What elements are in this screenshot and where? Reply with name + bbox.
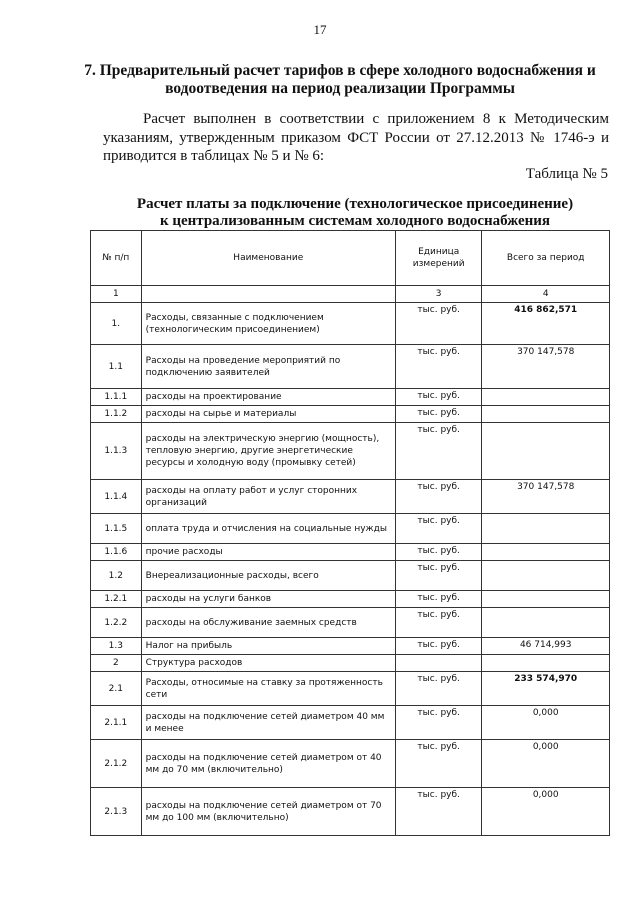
row-unit-cell: тыс. руб. <box>395 544 482 561</box>
table-title <box>90 196 620 230</box>
row-number-cell: 1.2 <box>91 561 142 591</box>
row-number-cell: 1.1.3 <box>91 423 142 480</box>
row-name-cell: оплата труда и отчисления на социальные нужды <box>141 514 395 544</box>
row-number-cell: 1.2.2 <box>91 608 142 638</box>
row-unit-cell: тыс. руб. <box>395 740 482 788</box>
table-row <box>91 655 610 672</box>
table-title-line1: Расчет платы за подключение (технологическое присоединение) <box>136 196 574 212</box>
row-unit-cell: тыс. руб. <box>395 345 482 389</box>
row-number-cell: 2.1.1 <box>91 706 142 740</box>
row-name-cell: расходы на проектирование <box>141 389 395 406</box>
section-heading-line2: водоотведения на период реализации Программы <box>165 80 515 97</box>
row-number-cell: 1.2.1 <box>91 591 142 608</box>
row-total-cell <box>482 389 610 406</box>
row-total-cell: 46 714,993 <box>482 638 610 655</box>
row-unit-cell: тыс. руб. <box>395 672 482 706</box>
row-total-cell: 233 574,970 <box>482 672 610 706</box>
table-header-row <box>91 231 610 286</box>
row-name-cell: расходы на подключение сетей диаметром от 40 мм до 70 мм (включительно) <box>141 740 395 788</box>
table-row <box>91 544 610 561</box>
row-unit-cell: тыс. руб. <box>395 561 482 591</box>
row-total-cell: 370 147,578 <box>482 480 610 514</box>
table-row <box>91 591 610 608</box>
row-total-cell: 416 862,571 <box>482 303 610 345</box>
index-cell <box>141 286 395 303</box>
section-heading <box>60 62 620 98</box>
row-number-cell: 1.1.2 <box>91 406 142 423</box>
row-number-cell: 2 <box>91 655 142 672</box>
row-total-cell <box>482 655 610 672</box>
table-body <box>91 303 610 836</box>
header-total: Всего за период <box>482 231 610 286</box>
index-cell: 1 <box>91 286 142 303</box>
row-name-cell: Налог на прибыль <box>141 638 395 655</box>
row-number-cell: 1.1.1 <box>91 389 142 406</box>
table-row <box>91 608 610 638</box>
table-row <box>91 638 610 655</box>
row-total-cell <box>482 406 610 423</box>
row-unit-cell: тыс. руб. <box>395 638 482 655</box>
table-caption: Таблица № 5 <box>525 166 608 182</box>
row-name-cell: расходы на оплату работ и услуг сторонних организаций <box>141 480 395 514</box>
row-unit-cell: тыс. руб. <box>395 389 482 406</box>
row-number-cell: 2.1.2 <box>91 740 142 788</box>
row-number-cell: 2.1.3 <box>91 788 142 836</box>
row-name-cell: расходы на подключение сетей диаметром 40 мм и менее <box>141 706 395 740</box>
row-total-cell <box>482 561 610 591</box>
table-row <box>91 672 610 706</box>
table-row <box>91 345 610 389</box>
row-unit-cell: тыс. руб. <box>395 480 482 514</box>
row-name-cell: расходы на подключение сетей диаметром от 70 мм до 100 мм (включительно) <box>141 788 395 836</box>
table-row <box>91 406 610 423</box>
row-unit-cell: тыс. руб. <box>395 303 482 345</box>
row-total-cell <box>482 544 610 561</box>
header-unit: Единица измерений <box>395 231 482 286</box>
row-name-cell: расходы на электрическую энергию (мощность), тепловую энергию, другие энергетические ресурсы и холодную воду (промывку сетей) <box>141 423 395 480</box>
row-number-cell: 1.1 <box>91 345 142 389</box>
row-name-cell: прочие расходы <box>141 544 395 561</box>
table-row <box>91 740 610 788</box>
row-total-cell: 0,000 <box>482 788 610 836</box>
row-name-cell: расходы на обслуживание заемных средств <box>141 608 395 638</box>
table-row <box>91 389 610 406</box>
table-row <box>91 788 610 836</box>
table-index-row <box>91 286 610 303</box>
table-row <box>91 561 610 591</box>
row-unit-cell: тыс. руб. <box>395 514 482 544</box>
row-name-cell: Расходы на проведение мероприятий по подключению заявителей <box>141 345 395 389</box>
header-name: Наименование <box>141 231 395 286</box>
connection-fee-table <box>90 230 610 836</box>
row-name-cell: Расходы, относимые на ставку за протяженность сети <box>141 672 395 706</box>
table-row <box>91 480 610 514</box>
page-number: 17 <box>313 22 327 37</box>
row-total-cell <box>482 423 610 480</box>
row-name-cell: Структура расходов <box>141 655 395 672</box>
row-total-cell: 370 147,578 <box>482 345 610 389</box>
table-row <box>91 706 610 740</box>
index-cell: 4 <box>482 286 610 303</box>
row-unit-cell: тыс. руб. <box>395 406 482 423</box>
row-number-cell: 2.1 <box>91 672 142 706</box>
row-number-cell: 1.1.6 <box>91 544 142 561</box>
row-name-cell: Расходы, связанные с подключением (технологическим присоединением) <box>141 303 395 345</box>
header-number: № п/п <box>91 231 142 286</box>
row-total-cell: 0,000 <box>482 740 610 788</box>
row-name-cell: расходы на услуги банков <box>141 591 395 608</box>
row-name-cell: расходы на сырье и материалы <box>141 406 395 423</box>
row-unit-cell: тыс. руб. <box>395 788 482 836</box>
intro-paragraph: Расчет выполнен в соответствии с приложением 8 к Методическим указаниям, утвержденным приказом ФСТ России от 27.12.2013 № 1746-э и приводится в таблицах № 5 и № 6: <box>103 111 609 164</box>
row-unit-cell: тыс. руб. <box>395 608 482 638</box>
table-row <box>91 514 610 544</box>
index-cell: 3 <box>395 286 482 303</box>
row-unit-cell: тыс. руб. <box>395 706 482 740</box>
row-unit-cell: тыс. руб. <box>395 591 482 608</box>
row-total-cell: 0,000 <box>482 706 610 740</box>
row-number-cell: 1.1.5 <box>91 514 142 544</box>
row-number-cell: 1.1.4 <box>91 480 142 514</box>
row-unit-cell: тыс. руб. <box>395 423 482 480</box>
section-heading-line1: 7. Предварительный расчет тарифов в сфере холодного водоснабжения и <box>84 62 596 79</box>
row-number-cell: 1. <box>91 303 142 345</box>
row-total-cell <box>482 514 610 544</box>
row-total-cell <box>482 608 610 638</box>
row-total-cell <box>482 591 610 608</box>
table-row <box>91 303 610 345</box>
row-unit-cell <box>395 655 482 672</box>
row-number-cell: 1.3 <box>91 638 142 655</box>
table-row <box>91 423 610 480</box>
table-title-line2: к централизованным системам холодного водоснабжения <box>159 213 551 229</box>
row-name-cell: Внереализационные расходы, всего <box>141 561 395 591</box>
